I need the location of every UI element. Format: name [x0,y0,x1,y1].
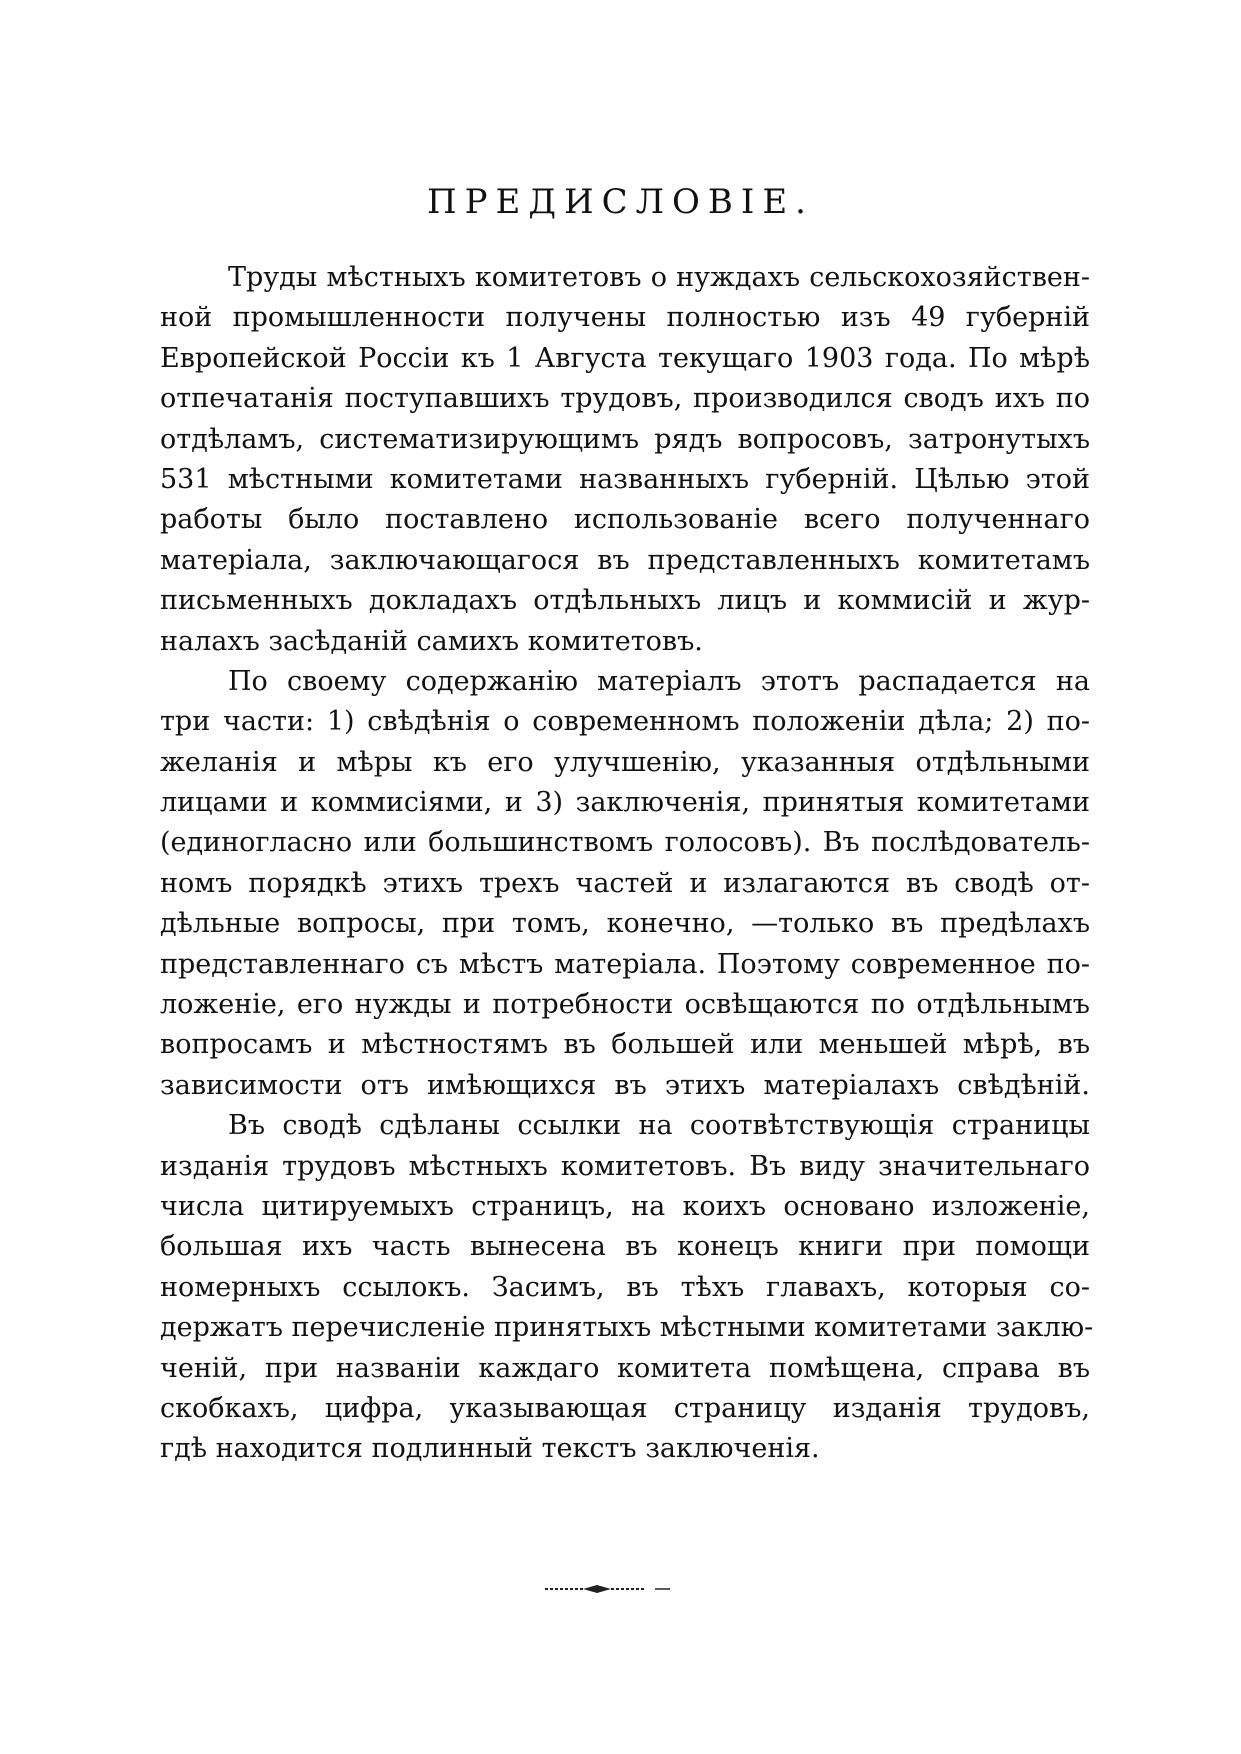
paragraph-3 [160,1106,1094,1470]
text-line: вопросамъ и мѣстностямъ въ большей или меньшей мѣрѣ, въ [160,1029,1090,1061]
text-line: ной промышленности получены полностью изъ 49 губерній [160,302,1090,334]
text-line: три части: 1) свѣдѣнія о современномъ положеніи дѣла; 2) по- [160,706,1090,738]
paragraph-1 [160,258,1090,662]
text-line: изданія трудовъ мѣстныхъ комитетовъ. Въ виду значительнаго [160,1150,1090,1182]
text-line: числа цитируемыхъ страницъ, на коихъ основано изложеніе, [160,1190,1090,1222]
text-line: Европейской Россіи къ 1 Августа текущаго 1903 года. По мѣрѣ [160,342,1090,374]
text-line: гдѣ находится подлинный текстъ заключенія. [160,1433,820,1465]
text-line: номъ порядкѣ этихъ трехъ частей и излагаются въ сводѣ от- [160,867,1090,899]
text-line: большая ихъ часть вынесена въ конецъ книги при помощи [160,1231,1090,1263]
text-line: работы было поставлено использованіе всего полученнаго [160,504,1090,536]
text-line: Въ сводѣ сдѣланы ссылки на соотвѣтствующія страницы [228,1110,1090,1142]
text-line: налахъ засѣданій самихъ комитетовъ. [160,625,703,657]
text-line: (единогласно или большинствомъ голосовъ). Въ послѣдователь- [160,827,1090,859]
text-line: письменныхъ докладахъ отдѣльныхъ лицъ и коммисій и жур- [160,585,1090,617]
text-line: держатъ перечисленіе принятыхъ мѣстными комитетами заклю- [160,1312,1094,1344]
text-line: лицами и коммисіями, и 3) заключенія, принятыя комитетами [160,787,1090,819]
text-line: матеріала, заключающагося въ представленныхъ комитетамъ [160,544,1090,576]
text-line: зависимости отъ имѣющихся въ этихъ матеріалахъ свѣдѣній. [160,1069,1090,1101]
text-line: дѣльные вопросы, при томъ, конечно, —только въ предѣлахъ [160,908,1090,940]
text-line: номерныхъ ссылокъ. Засимъ, въ тѣхъ главахъ, которыя со- [160,1271,1090,1303]
text-line: отпечатанія поступавшихъ трудовъ, производился сводъ ихъ по [160,383,1090,415]
text-line: 531 мѣстными комитетами названныхъ губерній. Цѣлью этой [160,463,1090,495]
text-line: ченій, при названіи каждаго комитета помѣщена, справа въ [160,1352,1090,1384]
text-line: желанія и мѣры къ его улучшенію, указанныя отдѣльными [160,746,1090,778]
text-line: отдѣламъ, систематизирующимъ рядъ вопросовъ, затронутыхъ [160,423,1090,455]
page-title: ПРЕДИСЛОВІЕ. [427,182,814,222]
body-text [160,258,1094,1470]
text-line: По своему содержанію матеріалъ этотъ распадается на [228,665,1090,697]
text-line: скобкахъ, цифра, указывающая страницу изданія трудовъ, [160,1392,1090,1424]
end-ornament-icon [545,1582,675,1596]
text-line: Труды мѣстныхъ комитетовъ о нуждахъ сельскохозяйствен- [228,262,1090,293]
paragraph-2 [160,662,1090,1106]
text-line: представленнаго съ мѣстъ матеріала. Поэтому современное по- [160,948,1090,980]
text-line: ложеніе, его нужды и потребности освѣщаются по отдѣльнымъ [160,989,1090,1021]
